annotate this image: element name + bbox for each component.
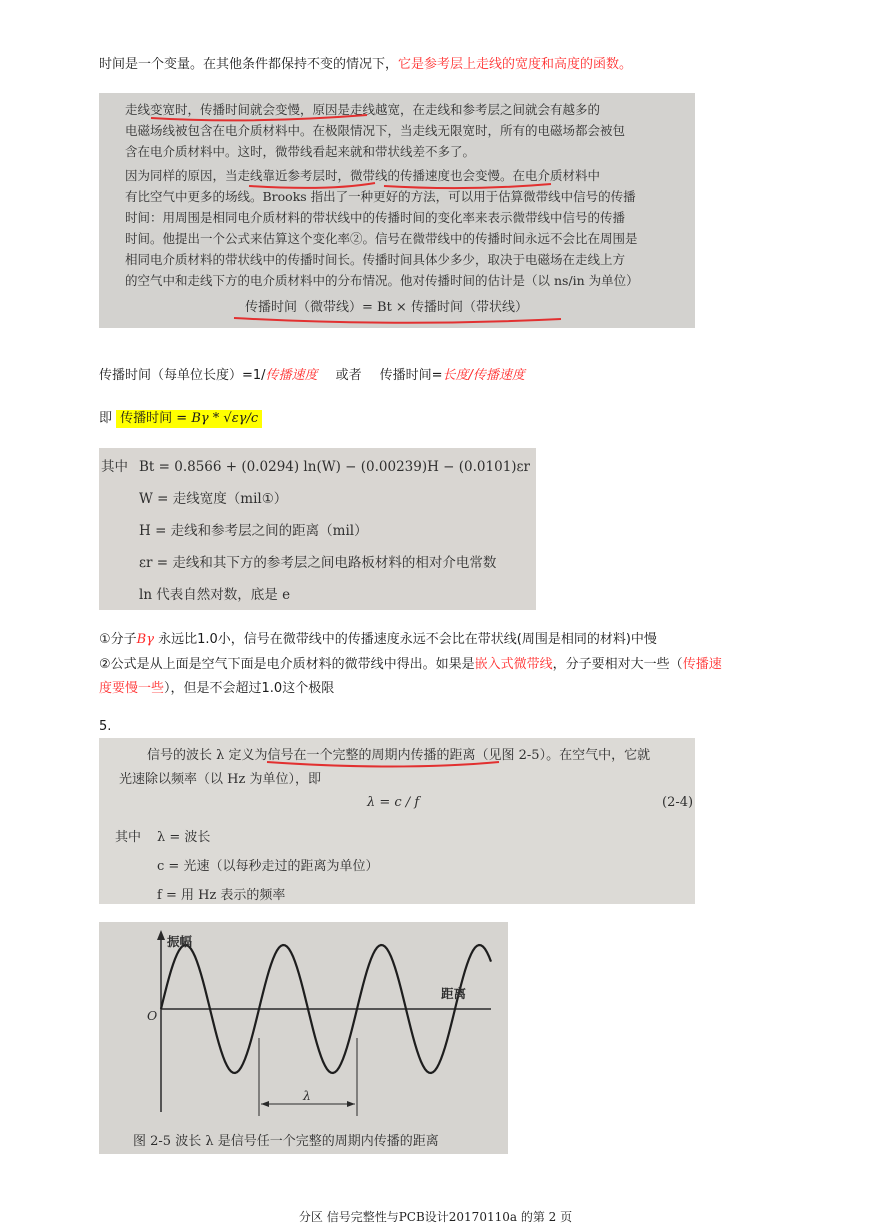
note2-text-d: 传播速 [682, 657, 722, 672]
note2-text-a: ②公式是从上面是空气下面是电介质材料的微带线中得出。如果是 [99, 657, 475, 672]
scan3-equation-number: (2-4) [662, 795, 694, 810]
scan2-w-def: W = 走线宽度（mil①） [139, 491, 288, 507]
scan3-line-1: 信号的波长 λ 定义为信号在一个完整的周期内传播的距离（见图 2-5）。在空气中，它就 [147, 748, 651, 763]
prop-text-e: 长度/传播速度 [442, 368, 525, 383]
intro-paragraph [99, 56, 632, 74]
formula-label: 传播时间 = [120, 411, 192, 426]
prop-text-a: 传播时间（每单位长度）=1/ [99, 368, 266, 383]
scan3-def-c: c = 光速（以每秒走过的距离为单位） [157, 859, 379, 874]
section-number: 5. [99, 719, 112, 734]
figure-lambda-label: λ [303, 1088, 311, 1103]
scan1-line-3: 含在电介质材料中。这时，微带线看起来就和带状线差不多了。 [125, 144, 476, 159]
note2-text-c: ，分子要相对大一些（ [552, 657, 683, 672]
book-scan-photo-3 [99, 738, 695, 904]
red-underline-mark [99, 738, 695, 904]
scan1-line-5: 有比空气中更多的场线。Brooks 指出了一种更好的方法，可以用于估算微带线中信号的传播 [125, 189, 636, 204]
prop-text-d: 传播时间= [379, 368, 443, 383]
prop-text-b: 传播速度 [265, 368, 318, 383]
note2-text-e: 度要慢一些 [99, 681, 165, 696]
note1-text-c: 永远比1.0小，信号在微带线中的传播速度永远不会比在带状线(周围是相同的材料)中慢 [153, 632, 657, 647]
lambda-right-arrow-icon [347, 1101, 355, 1107]
scan1-line-6: 时间：用周围是相同电介质材料的带状线中的传播时间的变化率来表示微带线中信号的传播 [125, 210, 626, 225]
formula-prefix: 即 [99, 411, 113, 426]
formula-expression: Bγ * √εγ/c [191, 411, 259, 426]
scan3-def-f: f = 用 Hz 表示的频率 [157, 888, 286, 903]
book-scan-figure-2-5 [99, 922, 508, 1154]
scan3-line-2: 光速除以频率（以 Hz 为单位），即 [119, 772, 321, 787]
note1-text-a: ①分子 [99, 632, 137, 647]
scan1-line-2: 电磁场线被包含在电介质材料中。在极限情况下，当走线无限宽时，所有的电磁场都会被包 [125, 123, 626, 138]
scan2-h-def: H = 走线和参考层之间的距离（mil） [139, 523, 368, 539]
note1-symbol: Bγ [136, 632, 154, 647]
note-2-line-2 [99, 680, 334, 698]
scan1-line-7: 时间。他提出一个公式来估算这个变化率②。信号在微带线中的传播时间永远不会比在周围是 [125, 231, 638, 246]
note-2-line-1 [99, 656, 722, 674]
scan1-line-4: 因为同样的原因，当走线靠近参考层时，微带线的传播速度也会变慢。在电介质材料中 [125, 168, 601, 183]
scan1-line-1: 走线变宽时，传播时间就会变慢，原因是走线越宽，在走线和参考层之间就会有越多的 [125, 102, 601, 117]
note2-text-f: ），但是不会超过1.0这个极限 [164, 681, 335, 696]
scan1-line-9: 的空气中和走线下方的电介质材料中的分布情况。他对传播时间的估计是（以 ns/in 为单位） [125, 273, 639, 288]
scan2-bt-equation: Bt = 0.8566 + (0.0294) ln(W) − (0.00239)H − (0.0101)εr [139, 459, 530, 475]
figure-caption: 图 2-5 波长 λ 是信号任一个完整的周期内传播的距离 [133, 1134, 439, 1149]
scan2-er-def: εr = 走线和其下方的参考层之间电路板材料的相对介电常数 [139, 555, 497, 571]
prop-text-c: 或者 [335, 368, 362, 383]
scan3-qizhong: 其中 [115, 830, 142, 845]
intro-black-text: 时间是一个变量。在其他条件都保持不变的情况下， [99, 57, 399, 72]
highlighted-formula-line [99, 410, 262, 428]
y-axis-arrow-icon [157, 930, 165, 940]
scan2-qizhong: 其中 [101, 459, 128, 475]
scan2-ln-def: ln 代表自然对数，底是 e [139, 587, 291, 603]
red-underline-marks [99, 93, 695, 328]
lambda-left-arrow-icon [261, 1101, 269, 1107]
scan1-formula: 传播时间（微带线）= Bt × 传播时间（带状线） [245, 300, 528, 315]
book-scan-photo-1 [99, 93, 695, 328]
note2-embedded-microstrip: 嵌入式微带线 [474, 657, 553, 672]
book-scan-photo-2 [99, 448, 536, 610]
note-1 [99, 631, 657, 649]
figure-y-label: 振幅 [167, 934, 193, 949]
figure-origin-label: O [147, 1008, 158, 1023]
intro-red-text: 它是参考层上走线的宽度和高度的函数。 [398, 57, 633, 72]
figure-x-label: 距离 [441, 986, 467, 1001]
highlighted-formula [116, 410, 262, 428]
scan3-def-lambda: λ = 波长 [157, 830, 211, 845]
scan1-line-8: 相同电介质材料的带状线中的传播时间长。传播时间具体少多少，取决于电磁场在走线上方 [125, 252, 626, 267]
scan3-equation: λ = c / f [367, 795, 420, 810]
page-footer: 分区 信号完整性与PCB设计20170110a 的第 2 页 [298, 1210, 573, 1224]
sine-wave-figure [99, 922, 508, 1154]
propagation-time-line [99, 367, 525, 385]
